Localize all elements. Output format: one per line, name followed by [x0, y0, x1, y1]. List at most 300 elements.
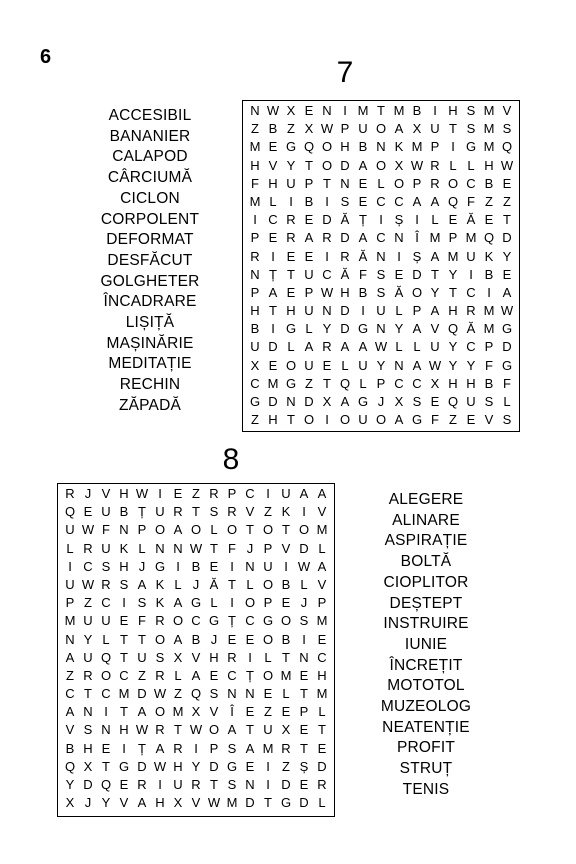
grid-letter: G [280, 795, 292, 811]
grid-letter: K [119, 540, 129, 556]
grid-letter: S [376, 266, 386, 282]
grid-letter: G [262, 613, 274, 629]
word-list-item: NEATENȚIE [382, 718, 470, 736]
grid-letter: R [191, 777, 201, 792]
grid-letter: L [287, 339, 295, 355]
grid-letter: Y [191, 758, 201, 774]
grid-letter: U [304, 357, 314, 373]
grid-letter: M [64, 613, 76, 629]
grid-letter: V [317, 576, 327, 592]
grid-letter: W [153, 758, 167, 774]
grid-letter: M [465, 230, 477, 246]
grid-letter: Z [264, 704, 272, 720]
grid-letter: A [430, 303, 440, 319]
grid-row [61, 685, 331, 703]
word-list-item: BANANIER [109, 127, 191, 145]
grid-letter: C [466, 175, 476, 191]
grid-letter: H [209, 649, 219, 665]
grid-letter: H [119, 722, 129, 738]
grid-letter: U [466, 394, 476, 409]
grid-letter: C [268, 212, 278, 228]
grid-letter: H [340, 284, 350, 300]
grid-letter: Ă [340, 212, 350, 228]
word-list-item: IUNIE [404, 635, 448, 653]
grid-letter: D [340, 321, 350, 337]
grid-letter: H [286, 303, 296, 319]
grid-letter: E [430, 394, 440, 409]
grid-letter: E [263, 686, 273, 702]
grid-letter: S [83, 722, 93, 738]
word-list-item: RECHIN [119, 376, 181, 394]
grid-letter: U [101, 540, 111, 556]
grid-letter: T [323, 175, 331, 191]
word-list-item: TENIS [402, 780, 450, 798]
grid-letter: M [429, 230, 441, 246]
grid-letter: G [190, 595, 202, 611]
grid-letter: H [484, 157, 494, 173]
grid-letter: P [209, 740, 219, 756]
grid-letter: W [135, 722, 149, 738]
grid-letter: X [394, 157, 404, 173]
grid-letter: I [415, 212, 419, 228]
grid-letter: H [340, 139, 350, 155]
word-list-item: MUZEOLOG [380, 698, 472, 716]
grid-letter: V [191, 649, 201, 665]
grid-letter: Z [287, 121, 295, 137]
grid-letter: N [245, 686, 255, 702]
grid-letter: T [264, 795, 272, 811]
grid-letter: T [174, 722, 182, 738]
grid-letter: M [357, 103, 369, 118]
grid-letter: Y [502, 248, 512, 264]
grid-letter: R [227, 504, 237, 520]
grid-letter: A [340, 394, 350, 409]
grid-letter: R [250, 248, 260, 264]
grid-letter: Q [190, 686, 202, 702]
grid-letter: I [230, 558, 234, 574]
grid-letter: T [192, 504, 200, 520]
grid-letter: R [286, 230, 296, 246]
grid-letter: G [118, 758, 130, 774]
grid-letter: R [65, 486, 75, 501]
grid-letter: W [189, 540, 203, 556]
grid-letter: O [280, 613, 292, 629]
grid-row [246, 193, 516, 211]
grid-letter: D [412, 266, 422, 282]
grid-row [61, 521, 331, 539]
word-list-item: ÎNCREȚIT [389, 656, 463, 674]
grid-letter: P [430, 139, 440, 155]
grid-letter: U [358, 121, 368, 137]
grid-letter: H [448, 375, 458, 391]
grid-row [61, 631, 331, 649]
grid-letter: C [227, 667, 237, 683]
grid-letter: A [227, 722, 237, 738]
grid-letter: I [433, 103, 437, 118]
grid-letter: G [226, 758, 238, 774]
grid-letter: Q [64, 504, 76, 520]
grid-letter: E [245, 631, 255, 647]
grid-letter: N [340, 175, 350, 191]
grid-letter: T [431, 266, 439, 282]
grid-letter: L [102, 631, 110, 647]
grid-letter: O [321, 139, 333, 155]
word-list-item: PROFIT [396, 739, 456, 757]
grid-letter: G [285, 321, 297, 337]
grid-letter: I [397, 248, 401, 264]
puzzle-7-number: 7 [336, 56, 354, 89]
grid-letter: Y [322, 321, 332, 337]
grid-letter: L [467, 157, 475, 173]
grid-letter: M [118, 686, 130, 702]
grid-letter: T [305, 157, 313, 173]
grid-letter: V [502, 103, 512, 118]
grid-letter: Z [251, 412, 259, 428]
grid-letter: S [412, 394, 422, 409]
grid-letter: P [304, 284, 314, 300]
grid-letter: E [466, 412, 476, 428]
grid-row [61, 776, 331, 794]
grid-row [246, 157, 516, 175]
grid-letter: Y [394, 321, 404, 337]
grid-letter: D [340, 303, 350, 319]
grid-letter: G [285, 375, 297, 391]
grid-letter: O [411, 284, 423, 300]
grid-letter: O [262, 667, 274, 683]
grid-letter: N [245, 777, 255, 792]
grid-letter: G [285, 139, 297, 155]
grid-letter: E [281, 595, 291, 611]
grid-letter: C [322, 266, 332, 282]
grid-letter: Q [64, 758, 76, 774]
grid-letter: Z [251, 121, 259, 137]
grid-letter: M [483, 139, 495, 155]
grid-letter: H [268, 175, 278, 191]
grid-letter: V [209, 704, 219, 720]
grid-letter: D [209, 758, 219, 774]
grid-letter: L [246, 576, 254, 592]
grid-letter: K [155, 595, 165, 611]
grid-letter: C [191, 613, 201, 629]
grid-letter: A [502, 284, 512, 300]
grid-row [246, 138, 516, 156]
grid-letter: T [120, 704, 128, 720]
grid-letter: X [322, 394, 332, 409]
grid-letter: D [268, 339, 278, 355]
grid-letter: V [191, 795, 201, 811]
grid-letter: N [322, 303, 332, 319]
grid-letter: M [483, 303, 495, 319]
grid-letter: D [137, 686, 147, 702]
grid-letter: D [340, 157, 350, 173]
grid-letter: X [250, 357, 260, 373]
grid-letter: E [394, 266, 404, 282]
grid-letter: T [503, 212, 511, 228]
grid-letter: H [155, 795, 165, 811]
grid-letter: O [375, 412, 387, 428]
grid-letter: S [502, 121, 512, 137]
grid-letter: L [210, 522, 218, 538]
grid-letter: S [340, 193, 350, 209]
grid-letter: N [227, 686, 237, 702]
grid-letter: L [318, 540, 326, 556]
grid-letter: E [299, 777, 309, 792]
grid-letter: Q [100, 649, 112, 665]
grid-letter: A [394, 121, 404, 137]
grid-letter: V [119, 795, 129, 811]
grid-letter: H [119, 558, 129, 574]
word-list-item: ACCESIBIL [108, 107, 192, 124]
grid-letter: F [228, 540, 236, 556]
word-list-item: DEȘTEPT [389, 594, 463, 612]
grid-letter: C [376, 230, 386, 246]
grid-letter: T [84, 686, 92, 702]
word-list-item: MEDITAȚIE [108, 355, 192, 373]
grid-letter: H [448, 103, 458, 118]
grid-letter: I [266, 758, 270, 774]
grid-letter: F [251, 175, 259, 191]
grid-letter: E [245, 704, 255, 720]
grid-letter: E [304, 103, 314, 118]
grid-letter: B [358, 139, 368, 155]
grid-letter: B [484, 175, 494, 191]
grid-letter: Y [448, 357, 458, 373]
grid-letter: C [245, 486, 255, 501]
grid-letter: M [447, 248, 459, 264]
word-list-item: LIȘIȚĂ [125, 314, 175, 332]
grid-letter: D [137, 758, 147, 774]
grid-letter: U [466, 248, 476, 264]
grid-letter: I [194, 740, 198, 756]
grid-letter: F [102, 522, 110, 538]
grid-letter: L [449, 157, 457, 173]
grid-letter: J [210, 631, 218, 647]
grid-letter: U [281, 486, 291, 501]
grid-letter: D [245, 795, 255, 811]
grid-letter: H [250, 157, 260, 173]
grid-letter: W [153, 686, 167, 702]
grid-letter: A [137, 795, 147, 811]
grid-letter: T [210, 540, 218, 556]
grid-letter: E [299, 722, 309, 738]
grid-letter: Ă [340, 266, 350, 282]
grid-letter: C [245, 613, 255, 629]
grid-letter: P [137, 522, 147, 538]
grid-letter: F [359, 266, 367, 282]
grid-letter: E [286, 284, 296, 300]
grid-letter: T [287, 266, 295, 282]
grid-letter: A [430, 193, 440, 209]
grid-letter: T [282, 522, 290, 538]
grid-letter: P [263, 595, 273, 611]
grid-letter: X [281, 722, 291, 738]
grid-letter: X [304, 121, 314, 137]
grid-letter: H [83, 740, 93, 756]
grid-letter: M [316, 613, 328, 629]
grid-letter: J [300, 595, 308, 611]
grid-letter: P [250, 230, 260, 246]
grid-letter: Î [230, 704, 234, 720]
grid-letter: M [280, 667, 292, 683]
grid-letter: Q [483, 230, 495, 246]
grid-letter: Ț [228, 613, 236, 629]
grid-row [61, 594, 331, 612]
grid-letter: U [155, 504, 165, 520]
grid-letter: A [137, 704, 147, 720]
grid-letter: Y [83, 631, 93, 647]
grid-letter: G [357, 321, 369, 337]
grid-letter: H [268, 412, 278, 428]
grid-letter: E [119, 613, 129, 629]
word-list-item: BOLTĂ [400, 553, 452, 571]
grid-letter: K [281, 504, 291, 520]
grid-letter: B [484, 266, 494, 282]
grid-row [61, 576, 331, 594]
grid-letter: O [262, 576, 274, 592]
grid-letter: O [375, 157, 387, 173]
grid-letter: U [304, 266, 314, 282]
grid-letter: Ș [412, 248, 422, 264]
word-list-item: STRUȚ [399, 760, 453, 778]
grid-letter: C [119, 667, 129, 683]
grid-letter: E [502, 266, 512, 282]
grid-letter: P [340, 121, 350, 137]
grid-letter: R [209, 486, 219, 501]
grid-letter: O [262, 522, 274, 538]
grid-letter: D [317, 758, 327, 774]
grid-letter: R [137, 777, 147, 792]
grid-letter: M [262, 740, 274, 756]
grid-letter: X [173, 649, 183, 665]
grid-letter: U [430, 121, 440, 137]
grid-letter: R [83, 540, 93, 556]
grid-row [61, 649, 331, 667]
grid-letter: P [299, 704, 309, 720]
grid-letter: Î [415, 230, 419, 246]
grid-letter: L [174, 576, 182, 592]
grid-letter: L [210, 595, 218, 611]
grid-letter: O [262, 631, 274, 647]
grid-letter: Ă [209, 576, 219, 592]
grid-letter: O [100, 667, 112, 683]
grid-letter: E [502, 175, 512, 191]
grid-letter: B [268, 121, 278, 137]
grid-letter: Ă [466, 212, 476, 228]
grid-letter: Y [101, 795, 111, 811]
grid-letter: P [263, 540, 273, 556]
grid-letter: L [269, 193, 277, 209]
grid-letter: F [138, 613, 146, 629]
grid-letter: F [467, 193, 475, 209]
grid-letter: Z [84, 595, 92, 611]
grid-letter: R [173, 740, 183, 756]
grid-letter: N [376, 139, 386, 155]
grid-letter: P [227, 486, 237, 501]
grid-letter: T [269, 303, 277, 319]
grid-letter: M [483, 103, 495, 118]
grid-letter: N [376, 321, 386, 337]
grid-letter: I [343, 103, 347, 118]
word-list-item: DESFĂCUT [107, 251, 193, 269]
grid-letter: N [119, 522, 129, 538]
word-list-item: MAȘINĂRIE [106, 334, 194, 352]
grid-letter: U [263, 558, 273, 574]
grid-letter: T [449, 284, 457, 300]
grid-letter: J [192, 576, 200, 592]
grid-letter: S [137, 595, 147, 611]
grid-letter: L [66, 540, 74, 556]
grid-letter: U [101, 504, 111, 520]
grid-letter: D [322, 212, 332, 228]
grid-letter: Q [303, 139, 315, 155]
grid-letter: A [358, 157, 368, 173]
grid-letter: C [394, 193, 404, 209]
grid-letter: A [65, 649, 75, 665]
grid-letter: O [393, 175, 405, 191]
grid-letter: G [154, 558, 166, 574]
grid-letter: W [428, 357, 442, 373]
grid-row [61, 503, 331, 521]
grid-letter: J [138, 558, 146, 574]
grid-letter: K [155, 576, 165, 592]
grid-letter: E [227, 631, 237, 647]
grid-letter: C [250, 375, 260, 391]
grid-letter: P [376, 375, 386, 391]
grid-letter: V [430, 321, 440, 337]
grid-letter: P [317, 595, 327, 611]
grid-letter: T [377, 103, 385, 118]
grid-letter: I [271, 248, 275, 264]
grid-row [246, 175, 516, 193]
grid-letter: R [155, 667, 165, 683]
grid-letter: O [339, 412, 351, 428]
grid-letter: A [358, 339, 368, 355]
grid-letter: A [65, 704, 75, 720]
grid-letter: T [120, 649, 128, 665]
grid-row [246, 320, 516, 338]
grid-letter: L [282, 686, 290, 702]
grid-letter: G [357, 394, 369, 409]
grid-letter: E [358, 193, 368, 209]
grid-letter: H [119, 486, 129, 501]
grid-row [61, 740, 331, 758]
grid-letter: D [304, 394, 314, 409]
grid-letter: T [449, 121, 457, 137]
grid-letter: D [268, 394, 278, 409]
grid-letter: M [411, 139, 423, 155]
puzzle-7-word-list [88, 106, 212, 417]
grid-letter: L [359, 375, 367, 391]
grid-letter: I [266, 777, 270, 792]
grid-letter: Z [66, 667, 74, 683]
grid-letter: H [250, 303, 260, 319]
grid-letter: O [172, 613, 184, 629]
grid-letter: E [83, 504, 93, 520]
grid-letter: Z [174, 686, 182, 702]
grid-letter: Ț [138, 740, 146, 756]
grid-letter: T [318, 722, 326, 738]
grid-letter: Ă [358, 248, 368, 264]
word-list-item: CICLON [120, 189, 180, 207]
grid-letter: W [410, 157, 424, 173]
grid-letter: I [284, 558, 288, 574]
grid-letter: I [302, 504, 306, 520]
grid-letter: N [101, 722, 111, 738]
grid-letter: S [502, 412, 512, 428]
page-number: 6 [40, 46, 52, 68]
grid-letter: T [102, 758, 110, 774]
grid-letter: S [376, 284, 386, 300]
